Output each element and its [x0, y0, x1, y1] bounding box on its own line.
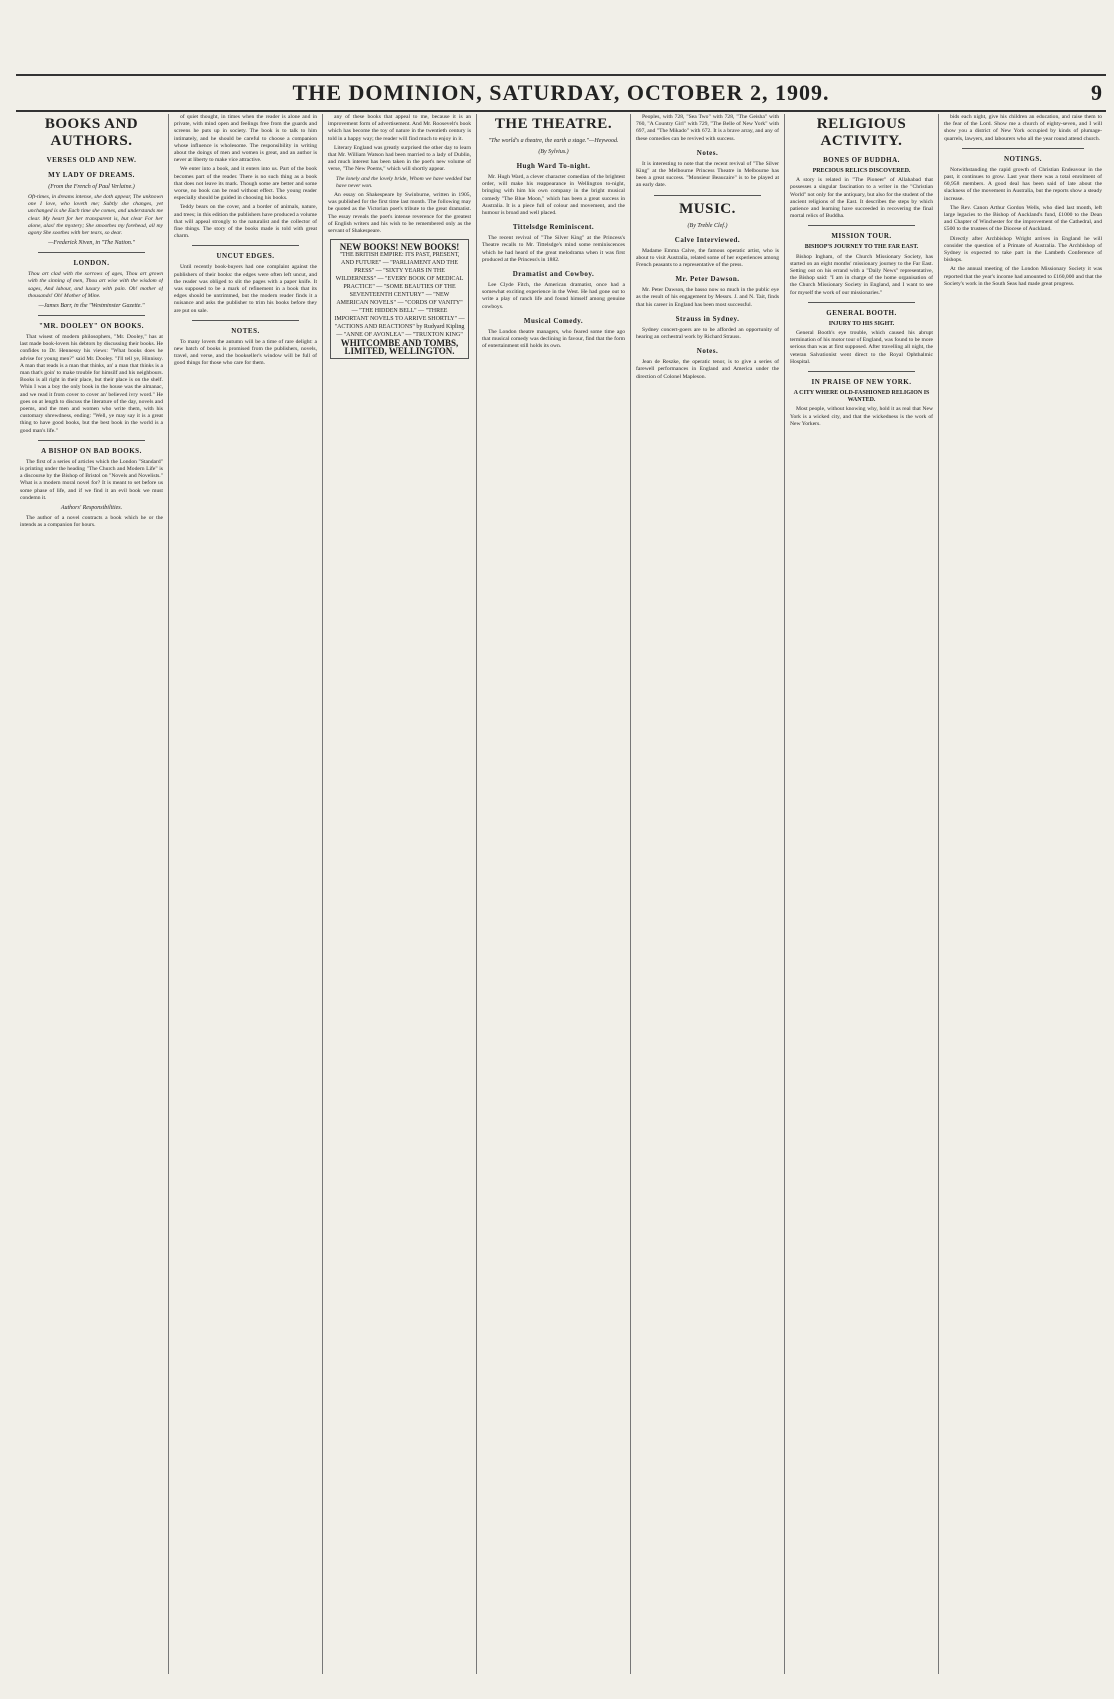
ad-title: NEW BOOKS! NEW BOOKS! [339, 242, 460, 253]
subheading: Calve Interviewed. [674, 235, 741, 244]
uncut-edges-heading: UNCUT EDGES. [216, 252, 275, 261]
article-text: Most people, without knowing why, hold it as real that New York is a wicked city, and that the wickedness is the work of New Yorkers. [790, 406, 933, 427]
column-1 [20, 114, 163, 1674]
bishop-text: The first of a series of articles which the London "Standard" is printing under the heading "The Church and Modern Life" is a discourse by the Bishop of Bristol on "Novels and Novelists." What is a modern moral novel for? It is meant to set before us some phase of life, and if we find it an evil book we must condemn it. [20, 458, 163, 501]
article-text: Teddy bears on the cover, and a border of animals, nature, and trees; in this edition the publishers have produced a volume that will appeal strongly to the naturalist and the collector of fine things. The story of the books made is told with great charm. [174, 204, 317, 240]
verse-text: Oft-times, in dreams intense, she doth appear, The unknown one I love, who loveth me; Subtly she changes, yet unchanged is she Each time she comes, and understands me clear. My heart for her transparent is, but clear For her alone, alas! the mystery; She smoothes my forehead, all my agony She soothes with her tears, so dear. [28, 194, 163, 237]
article-text: of quiet thought, in times when the reader is alone and in private, with mind open and feelings free from the guards and screens he puts up in society. The book is to talk to him intimately, and he should be careful to choose a companion whose influence is wholesome. The responsibility in writing about the doings of men and women is great, and an author is never at liberty to make vice attractive. [174, 114, 317, 164]
divider [192, 320, 299, 321]
subheading: BONES OF BUDDHA. [823, 156, 900, 164]
london-heading: LONDON. [73, 259, 110, 268]
article-text: A story is related in "The Pioneer" of Allahabad that possesses a singular fascination to a writer in the "Christian World" not only for the antiquary, but also for the student of the ancient religions of the East. It describes the steps by which patience and learning have succeeded in recovering the final mortal relics of Buddha. [790, 177, 933, 220]
section-heading-theatre: THE THEATRE. [494, 116, 613, 132]
music-byline: (By Treble Clef.) [687, 222, 728, 229]
article-text: It is interesting to note that the recent revival of "The Silver King" at the Melbourne Princess Theatre in Melbourne has been a great success. "Monsieur Beaucaire" is to be played at an early date. [636, 160, 779, 189]
column-2 [174, 114, 317, 1674]
article-text: Peoples, with 728, "Sea Two" with 728, "The Geisha" with 760, "A Country Girl" with 729, "The Belle of New York" with 697, and "The Mikado" with 672. It is a brave array, and any of these comedies can be revived with success. [636, 114, 779, 142]
columns [16, 114, 1106, 1674]
section-heading-music: MUSIC. [679, 200, 736, 217]
page-number: 9 [1091, 80, 1102, 105]
article-text: Mr. Hugh Ward, a clever character comedian of the brightest order, will make his reappearance in Wellington to-night, bringing with him his own company in the bright musical comedy "The Blue Moon," which has been a great success in Australia. It is a piece full of colour and movement, and the humour is broad and well placed. [482, 174, 625, 217]
verse-title: MY LADY OF DREAMS. [48, 171, 135, 179]
subheading: IN PRAISE OF NEW YORK. [811, 378, 912, 387]
uncut-edges-text: Until recently book-buyers had one complaint against the publishers of their books: the edges were often left uncut, and the reader was obliged to slit the pages with a paper knife. It was supposed to be a mark of refinement in a book that its edges should be untrimmed, but the modern reader finds it a nuisance and asks the publisher to trim his books before they are put on sale. [174, 264, 317, 314]
article-text: Sydney concert-goers are to be afforded an opportunity of hearing an orchestral work by Richard Strauss. [636, 326, 779, 341]
article-text: Mr. Peter Dawson, the basso now so much in the public eye as the result of his engagement by Messrs. J. and N. Tait, finds that his career in England has been most successful. [636, 287, 779, 308]
column-4 [482, 114, 625, 1674]
column-rule [476, 114, 477, 1674]
article-text: We enter into a book, and it enters into us. Part of the book becomes part of the reader. There is no such thing as a book that does not leave its mark. Though some are better and some worse, no book can be read without effect. The young reader especially should be guided in choosing his books. [174, 166, 317, 202]
notings-heading: NOTINGS. [1003, 154, 1043, 163]
article-text: Madame Emma Calve, the famous operatic artist, who is about to visit Australia, related some of her experiences among French peasants to a representative of the press. [636, 247, 779, 269]
article-text: Lee Clyde Fitch, the American dramatist, once had a somewhat exciting experience in the West. He had gone out to write a play of ranch life and found himself among genuine cowboys. [482, 282, 625, 310]
article-text: Jean de Reszke, the operatic tenor, is to give a series of farewell performances in England and America under the direction of Colonel Mapleson. [636, 359, 779, 380]
column-3 [328, 114, 471, 1674]
column-rule [630, 114, 631, 1674]
subheading-secondary: PRECIOUS RELICS DISCOVERED. [812, 168, 911, 174]
column-rule [168, 114, 169, 1674]
column-5 [636, 114, 779, 1674]
subheading: Musical Comedy. [523, 316, 584, 325]
dooley-text: That wisest of modern philosophers, "Mr. Dooley," has at last made book-lovers his debtors by discussing their books. He confides to Dr. Hennessy his views: "What books does he advise for young men?" said Mr. Dooley. "I'll tell ye, Hinnissy. A man that reads is a man that thinks, an' a man that thinks is a man that's goin' to make trouble for himsilf and his neighbours. Books is all right in their place, but their place is on the shelf. Whin I was a boy the only book in the house was the almanac, and we read it from cover to cover an' believed ivry word." He goes on at length to discuss the literature of the day, novels and poems, and the men and women who write them, with his customary shrewdness, ending: "Well, ye may say it is a great thing to have good books, but the best book in the world is a good man's life." [20, 334, 163, 434]
article-text: Directly after Archbishop Wright arrives in England he will consider the question of a Primate of Australia. The Archbishop of Sydney is expected to take part in the Lambeth Conference of bishops. [944, 235, 1102, 264]
subheading: GENERAL BOOTH. [826, 308, 897, 317]
essay-text: An essay on Shakespeare by Swinburne, written in 1905, was published for the first time last month. The following may be quoted as the Victorian poet's tribute to the great dramatist. The essay reveals the poet's intense reverence for the greatest of English writers and his wish to be remembered only as the servant of Shakespeare. [328, 192, 471, 235]
divider [192, 245, 299, 246]
article-text: The Rev. Canon Arthur Gordon Wells, who died last month, left large legacies to the Bishop of Auckland's fund, £1000 to the Dean and Chapter of Winchester for the improvement of the Cathedral, and £500 to the trustees of the Diocese of Auckland. [944, 204, 1102, 233]
poem-excerpt: The lonely and the lovely bride, Whom we have wedded but have never won. [336, 175, 471, 189]
divider [808, 371, 915, 372]
divider [38, 252, 145, 253]
divider [654, 195, 761, 196]
column-7 [944, 114, 1102, 1674]
divider [808, 302, 915, 303]
section-heading-religious: RELIGIOUS ACTIVITY. [816, 116, 907, 149]
subheading: MISSION TOUR. [831, 232, 892, 241]
divider [808, 225, 915, 226]
theatre-byline: (By Sylvius.) [538, 149, 569, 155]
subheading: Notes. [696, 148, 719, 157]
verse-source: (From the French of Paul Verlaine.) [48, 184, 135, 190]
subheading: Tittelsdge Reminiscent. [512, 223, 595, 232]
notes-text: To many lovers the autumn will be a time of rare delight: a new batch of books is promised from the publishers, novels, travel, and verse, and the bookseller's window will be full of good things for those who care for them. [174, 338, 317, 367]
column-rule [938, 114, 939, 1674]
authors-heading: Authors' Responsibilities. [60, 505, 123, 512]
subheading-secondary: INJURY TO HIS SIGHT. [828, 320, 895, 327]
article-text: bids each night, give his children an education, and raise them to the fear of the Lord. Show me a church of eighty-seven, and I will show you a district of New York occupied by kinds of plumage-quarrels, lawyers, and labourers who all the year round attend church. [944, 114, 1102, 142]
newspaper-page [16, 14, 1106, 1692]
advertisement-new-books [330, 239, 469, 359]
ad-items: "THE BRITISH EMPIRE: ITS PAST, PRESENT, AND FUTURE" — "PARLIAMENT AND THE PRESS" — "SIXTY YEARS IN THE WILDERNESS" — "EVERY BOOK OF MEDICAL PRACTICE" — "SOME BEAUTIES OF THE SEVENTEENTH CENTURY" — "NEW AMERICAN NOVELS" — "CORDS OF VANITY" — "THE HIDDEN BELL" — "THREE IMPORTANT NOVELS TO ARRIVE SHORTLY" — "ACTIONS AND REACTIONS" by Rudyard Kipling — "ANNE OF AVONLEA" — "TRUXTON KING" [334, 252, 465, 339]
theatre-quote: "The world's a theatre, the earth a stage."—Heywood. [488, 138, 619, 144]
article-text: The recent revival of "The Silver King" at the Princess's Theatre recalls to Mr. Tittelsdge's mind some reminiscences which he had heard of the great melodrama when it was first produced at the Princess's in 1882. [482, 235, 625, 263]
divider [962, 148, 1084, 149]
subheading: Strauss in Sydney. [675, 314, 740, 323]
subheading-secondary: A CITY WHERE OLD-FASHIONED RELIGION IS WANTED. [793, 390, 930, 404]
subheading: Mr. Peter Dawson. [675, 275, 740, 284]
bishop-heading: A BISHOP ON BAD BOOKS. [41, 446, 142, 455]
column-6 [790, 114, 933, 1674]
verses-heading: VERSES OLD AND NEW. [46, 156, 137, 164]
masthead [16, 74, 1106, 112]
article-text: Notwithstanding the rapid growth of Christian Endeavour in the past, it continues to grow. Last year there was a total enrolment of 60,958 members. A good deal has been said of late about the slackness of the movement in Australia, but the reports show a steady increase. [944, 166, 1102, 202]
article-text: At the annual meeting of the London Missionary Society it was reported that the year's income had amounted to £160,000 and that the Society's work in the South Seas had made great progress. [944, 266, 1102, 287]
london-text: Thou art clad with the sorrows of ages, Thou art grown with the sinning of men, Thou art wise with the wisdom of sages, And labour, and luxury with pain. Oh! mother of thousands! Oh! Mother of Mine. [28, 271, 163, 299]
article-text: Bishop Ingham, of the Church Missionary Society, has started on an eight months' missionary journey to the Far East. Setting out on his errand with a "Daily News" representative, the Bishop said: "I am in charge of the home organisation of the Church Missionary Society in England, and I want to see for myself the work of our missionaries." [790, 253, 933, 296]
subheading: Hugh Ward To-night. [516, 162, 591, 170]
article-text: The London theatre managers, who feared some time ago that musical comedy was declining in favour, find that the form of entertainment still holds its own. [482, 328, 625, 350]
masthead-title: THE DOMINION, SATURDAY, OCTOBER 2, 1909. [292, 80, 830, 105]
divider [38, 440, 145, 441]
subheading: Notes. [696, 347, 719, 356]
section-heading-books: BOOKS AND AUTHORS. [44, 116, 139, 149]
column-rule [784, 114, 785, 1674]
column-rule [322, 114, 323, 1674]
authors-text: The author of a novel contracts a book which he or the intends as a companion for hours. [20, 515, 163, 529]
article-text: any of these books that appeal to me, because it is an improvement form of advertisement. And Mr. Roosevelt's book which has become the toy of nature in the twentieth century is told in a happy way; the reader will find much to enjoy in it. [328, 114, 471, 142]
ad-footer: WHITCOMBE AND TOMBS, LIMITED, WELLINGTON. [340, 338, 459, 357]
article-text: Literary England was greatly surprised the other day to learn that Mr. William Watson had been married to a lady of Dublin, and much interest has been taken in the poet's new volume of verse, "The New Poems," which will shortly appear. [328, 144, 471, 173]
divider [38, 315, 145, 316]
subheading: Dramatist and Cowboy. [512, 270, 595, 279]
article-text: General Booth's eye trouble, which caused his abrupt termination of his motor tour of England, was found to be more serious than was at first supposed. After travelling all night, the veteran Salvationist went direct to the Royal Ophthalmic Hospital. [790, 330, 933, 365]
verse-author: —Frederick Niven, in "The Nation." [48, 240, 135, 247]
dooley-heading: "MR. DOOLEY" ON BOOKS. [39, 322, 144, 331]
subheading-secondary: BISHOP'S JOURNEY TO THE FAR EAST. [804, 244, 919, 251]
london-author: —James Barr, in the "Westminster Gazette." [38, 303, 145, 310]
notes-heading: NOTES. [231, 326, 260, 335]
